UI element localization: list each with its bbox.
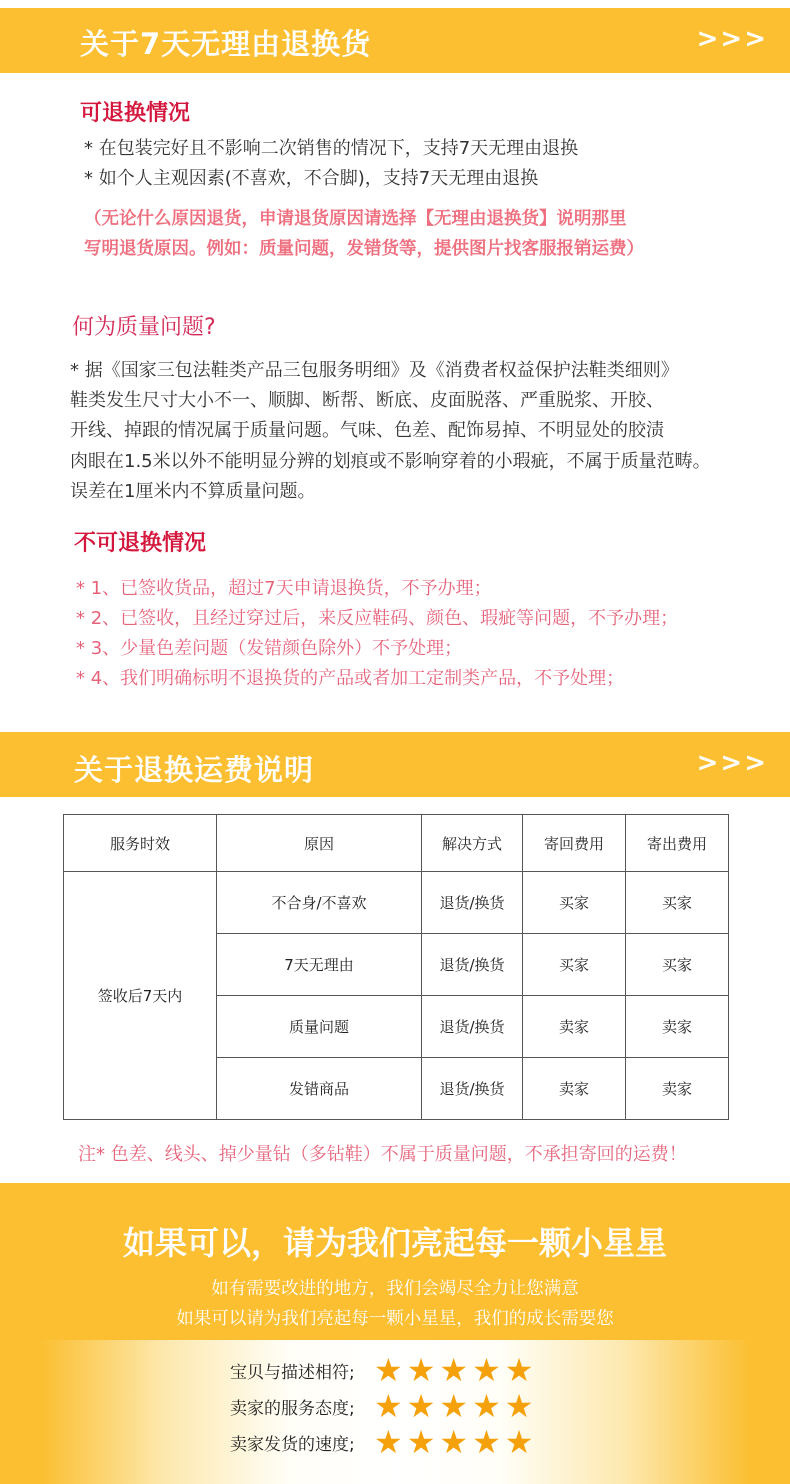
rating-label: 宝贝与描述相符; xyxy=(230,1362,355,1383)
table-header-row xyxy=(64,815,729,872)
send-fee-cell: 买家 xyxy=(626,934,729,996)
nonreturn-item: * 3、少量色差问题（发错颜色除外）不予处理； xyxy=(76,638,463,659)
returnable-heading: 可退换情况 xyxy=(80,101,191,126)
nonreturn-item: * 4、我们明确标明不退换货的产品或者加工定制类产品，不予处理； xyxy=(76,668,625,689)
reason-cell: 7天无理由 xyxy=(217,934,422,996)
section-title: 关于退换运费说明 xyxy=(74,753,315,787)
quality-line: 开线、掉跟的情况属于质量问题。气味、色差、配饰易掉、不明显处的胶渍 xyxy=(70,420,664,441)
star-icon[interactable]: ★ xyxy=(439,1351,469,1389)
service-period-cell: 签收后7天内 xyxy=(64,872,217,1120)
method-cell: 退货/换货 xyxy=(422,996,523,1058)
rating-row-service xyxy=(230,1387,534,1425)
send-fee-cell: 卖家 xyxy=(626,996,729,1058)
rating-label: 卖家发货的速度; xyxy=(230,1434,355,1455)
returnable-item: * 在包装完好且不影响二次销售的情况下，支持7天无理由退换 xyxy=(84,138,579,159)
fee-footnote: 注* 色差、线头、掉少量钻（多钻鞋）不属于质量问题，不承担寄回的运费！ xyxy=(78,1144,687,1165)
star-icon[interactable]: ★ xyxy=(406,1423,436,1461)
header-service-period: 服务时效 xyxy=(64,815,217,872)
method-cell: 退货/换货 xyxy=(422,934,523,996)
nonreturn-heading: 不可退换情况 xyxy=(74,531,207,556)
nonreturn-item: * 2、已签收，且经过穿过后，来反应鞋码、颜色、瑕疵等问题，不予办理； xyxy=(76,608,679,629)
rating-subtitle: 如果可以请为我们亮起每一颗小星星，我们的成长需要您 xyxy=(176,1309,614,1329)
star-icon[interactable]: ★ xyxy=(374,1351,403,1389)
method-cell: 退货/换货 xyxy=(422,1058,523,1120)
quality-line: 误差在1厘米内不算质量问题。 xyxy=(70,481,316,502)
star-icon[interactable]: ★ xyxy=(472,1387,501,1425)
header-send-fee: 寄出费用 xyxy=(626,815,729,872)
star-icon[interactable]: ★ xyxy=(504,1387,534,1425)
star-icon[interactable]: ★ xyxy=(374,1423,403,1461)
table-row xyxy=(64,872,729,934)
return-fee-cell: 卖家 xyxy=(523,1058,626,1120)
rating-label: 卖家的服务态度; xyxy=(230,1398,355,1419)
quality-line: * 据《国家三包法鞋类产品三包服务明细》及《消费者权益保护法鞋类细则》 xyxy=(70,360,679,381)
star-icon[interactable]: ★ xyxy=(472,1351,501,1389)
more-arrows: >>> xyxy=(696,748,768,778)
header-return-fee: 寄回费用 xyxy=(523,815,626,872)
return-note-line: 写明退货原因。例如：质量问题，发错货等，提供图片找客服报销运费） xyxy=(84,239,644,259)
nonreturn-item: * 1、已签收货品，超过7天申请退换货，不予办理； xyxy=(76,578,492,599)
section-header-7day-return xyxy=(0,8,790,73)
star-icon[interactable]: ★ xyxy=(504,1423,534,1461)
section-header-shipping-fee xyxy=(0,732,790,797)
quality-line: 鞋类发生尺寸大小不一、顺脚、断帮、断底、皮面脱落、严重脱浆、开胶、 xyxy=(70,390,664,411)
reason-cell: 质量问题 xyxy=(217,996,422,1058)
send-fee-cell: 卖家 xyxy=(626,1058,729,1120)
star-icon[interactable]: ★ xyxy=(504,1351,534,1389)
star-group xyxy=(374,1387,534,1425)
rating-row-description xyxy=(230,1351,534,1389)
more-arrows: >>> xyxy=(696,24,768,54)
star-icon[interactable]: ★ xyxy=(406,1351,436,1389)
header-reason: 原因 xyxy=(217,815,422,872)
star-group xyxy=(374,1423,534,1461)
shipping-fee-table xyxy=(63,814,729,1120)
section-title: 关于7天无理由退换货 xyxy=(80,27,372,61)
star-icon[interactable]: ★ xyxy=(439,1423,469,1461)
star-icon[interactable]: ★ xyxy=(374,1387,403,1425)
return-fee-cell: 买家 xyxy=(523,934,626,996)
reason-cell: 不合身/不喜欢 xyxy=(217,872,422,934)
header-method: 解决方式 xyxy=(422,815,523,872)
star-icon[interactable]: ★ xyxy=(472,1423,501,1461)
quality-heading: 何为质量问题? xyxy=(72,315,216,340)
rating-subtitle: 如有需要改进的地方，我们会竭尽全力让您满意 xyxy=(211,1279,579,1299)
star-group xyxy=(374,1351,534,1389)
star-icon[interactable]: ★ xyxy=(406,1387,436,1425)
rating-row-shipping xyxy=(230,1423,534,1461)
return-fee-cell: 买家 xyxy=(523,872,626,934)
star-icon[interactable]: ★ xyxy=(439,1387,469,1425)
return-note-line: （无论什么原因退货，申请退货原因请选择【无理由退换货】说明那里 xyxy=(84,209,627,229)
returnable-item: * 如个人主观因素(不喜欢，不合脚)，支持7天无理由退换 xyxy=(84,168,539,189)
return-fee-cell: 卖家 xyxy=(523,996,626,1058)
send-fee-cell: 买家 xyxy=(626,872,729,934)
quality-line: 肉眼在1.5米以外不能明显分辨的划痕或不影响穿着的小瑕疵，不属于质量范畴。 xyxy=(70,451,711,472)
rating-title: 如果可以，请为我们亮起每一颗小星星 xyxy=(122,1224,667,1262)
reason-cell: 发错商品 xyxy=(217,1058,422,1120)
method-cell: 退货/换货 xyxy=(422,872,523,934)
